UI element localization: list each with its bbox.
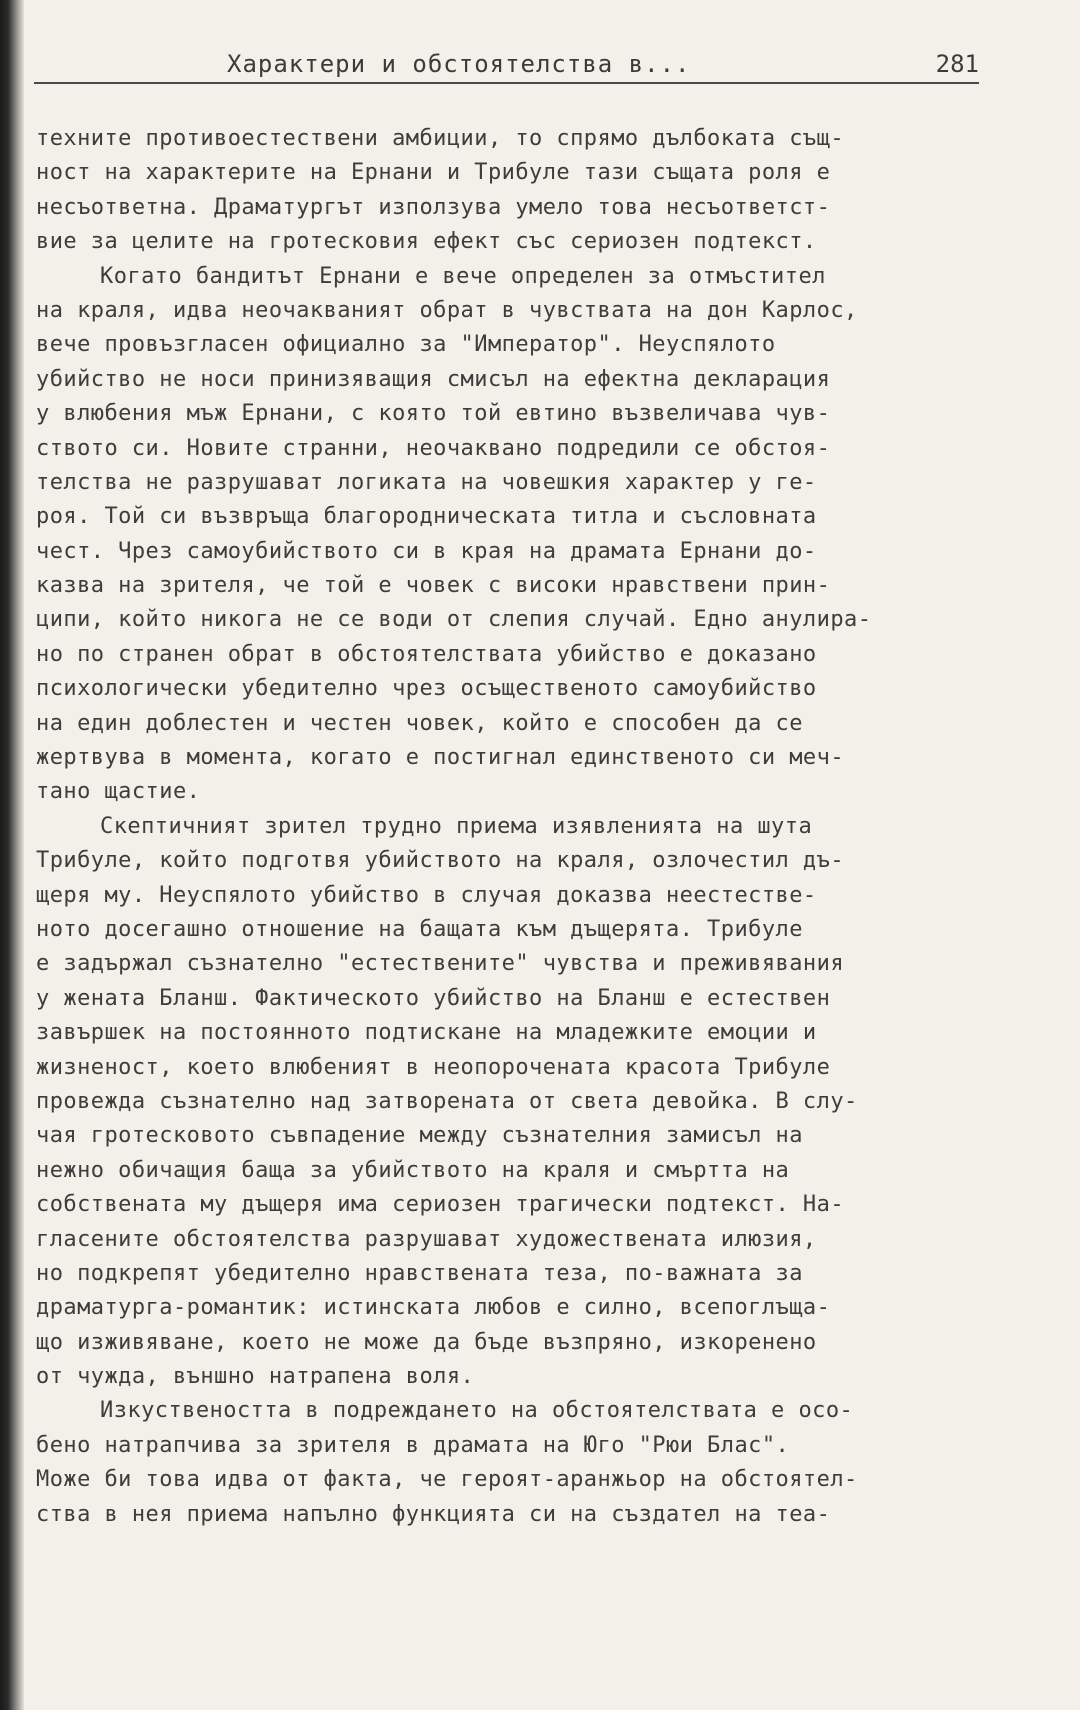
page-number: 281 bbox=[935, 50, 979, 78]
text-line: е задържал съзнателно "естествените" чувства и преживявания bbox=[36, 951, 845, 977]
text-line: нежно обичащия баща за убийството на краля и смъртта на bbox=[36, 1157, 790, 1183]
text-line: но по странен обрат в обстоятелствата убийство е доказано bbox=[36, 641, 817, 667]
running-header bbox=[34, 48, 979, 84]
binding-shadow bbox=[0, 0, 24, 1710]
text-line: жертвува в момента, когато е постигнал единственото си меч- bbox=[36, 745, 845, 771]
text-line: бено натрапчива за зрителя в драмата на Юго "Рюи Блас". bbox=[36, 1432, 790, 1458]
text-line: Изкуствеността в подреждането на обстоятелствата е осо- bbox=[100, 1398, 854, 1424]
text-line: телства не разрушават логиката на човешкия характер у ге- bbox=[36, 469, 817, 495]
text-line: ното досегашно отношение на бащата към дъщерята. Трибуле bbox=[36, 916, 803, 942]
text-line: но подкрепят убедително нравствената теза, по-важната за bbox=[36, 1260, 803, 1286]
text-line: гласените обстоятелства разрушават художествената илюзия, bbox=[36, 1226, 817, 1252]
text-line: на краля, идва неочакваният обрат в чувствата на дон Карлос, bbox=[36, 297, 858, 323]
text-line: несъответна. Драматургът използува умело това несъответст- bbox=[36, 194, 831, 220]
text-line: провежда съзнателно над затворената от света девойка. В слу- bbox=[36, 1088, 858, 1114]
text-line: драматурга-романтик: истинската любов е силно, всепоглъща- bbox=[36, 1295, 831, 1321]
text-line: Трибуле, който подготвя убийството на краля, озлочестил дъ- bbox=[36, 848, 845, 874]
text-line: техните противоестествени амбиции, то спрямо дълбоката същ- bbox=[36, 126, 845, 151]
text-line: що изживяване, което не може да бъде възпряно, изкоренено bbox=[36, 1329, 817, 1355]
body-text bbox=[36, 122, 996, 1532]
header-title: Характери и обстоятелства в... bbox=[227, 50, 691, 78]
text-line: завършек на постоянното подтискане на младежките емоции и bbox=[36, 1020, 817, 1046]
text-line: у влюбения мъж Ернани, с която той евтино възвеличава чув- bbox=[36, 401, 831, 427]
text-line: на един доблестен и честен човек, който е способен да се bbox=[36, 710, 803, 736]
text-line: чест. Чрез самоубийството си в края на драмата Ернани до- bbox=[36, 538, 817, 564]
text-line: Скептичният зрител трудно приема изявленията на шута bbox=[100, 813, 813, 839]
text-line: психологически убедително чрез осъщественото самоубийство bbox=[36, 676, 817, 702]
text-line: роя. Той си възвръща благородническата титла и съсловната bbox=[36, 504, 817, 530]
text-line: ципи, който никога не се води от слепия случай. Едно анулира- bbox=[36, 607, 872, 633]
text-line: чая гротесковото съвпадение между съзнателния замисъл на bbox=[36, 1123, 803, 1149]
text-line: жизненост, което влюбеният в неопорочената красота Трибуле bbox=[36, 1054, 831, 1080]
text-line: Когато бандитът Ернани е вече определен за отмъстител bbox=[100, 263, 826, 289]
text-line: казва на зрителя, че той е човек с високи нравствени прин- bbox=[36, 573, 831, 599]
text-line: ството си. Новите странни, неочаквано подредили се обстоя- bbox=[36, 435, 831, 461]
text-line: собствената му дъщеря има сериозен трагически подтекст. На- bbox=[36, 1192, 845, 1218]
text-line: убийство не носи принизяващия смисъл на ефектна декларация bbox=[36, 366, 831, 392]
text-line: у жената Бланш. Фактическото убийство на Бланш е естествен bbox=[36, 985, 831, 1011]
text-line: вече провъзгласен официално за "Император". Неуспялото bbox=[36, 332, 776, 358]
text-line: ства в нея приема напълно функцията си на създател на теа- bbox=[36, 1501, 831, 1527]
text-line: тано щастие. bbox=[36, 779, 201, 805]
text-line: от чужда, външно натрапена воля. bbox=[36, 1364, 475, 1390]
text-line: Може би това идва от факта, че героят-аранжьор на обстоятел- bbox=[36, 1467, 858, 1493]
text-line: вие за целите на гротесковия ефект със сериозен подтекст. bbox=[36, 229, 817, 255]
text-line: щеря му. Неуспялото убийство в случая доказва неестестве- bbox=[36, 882, 817, 908]
text-line: ност на характерите на Ернани и Трибуле тази същата роля е bbox=[36, 160, 831, 186]
